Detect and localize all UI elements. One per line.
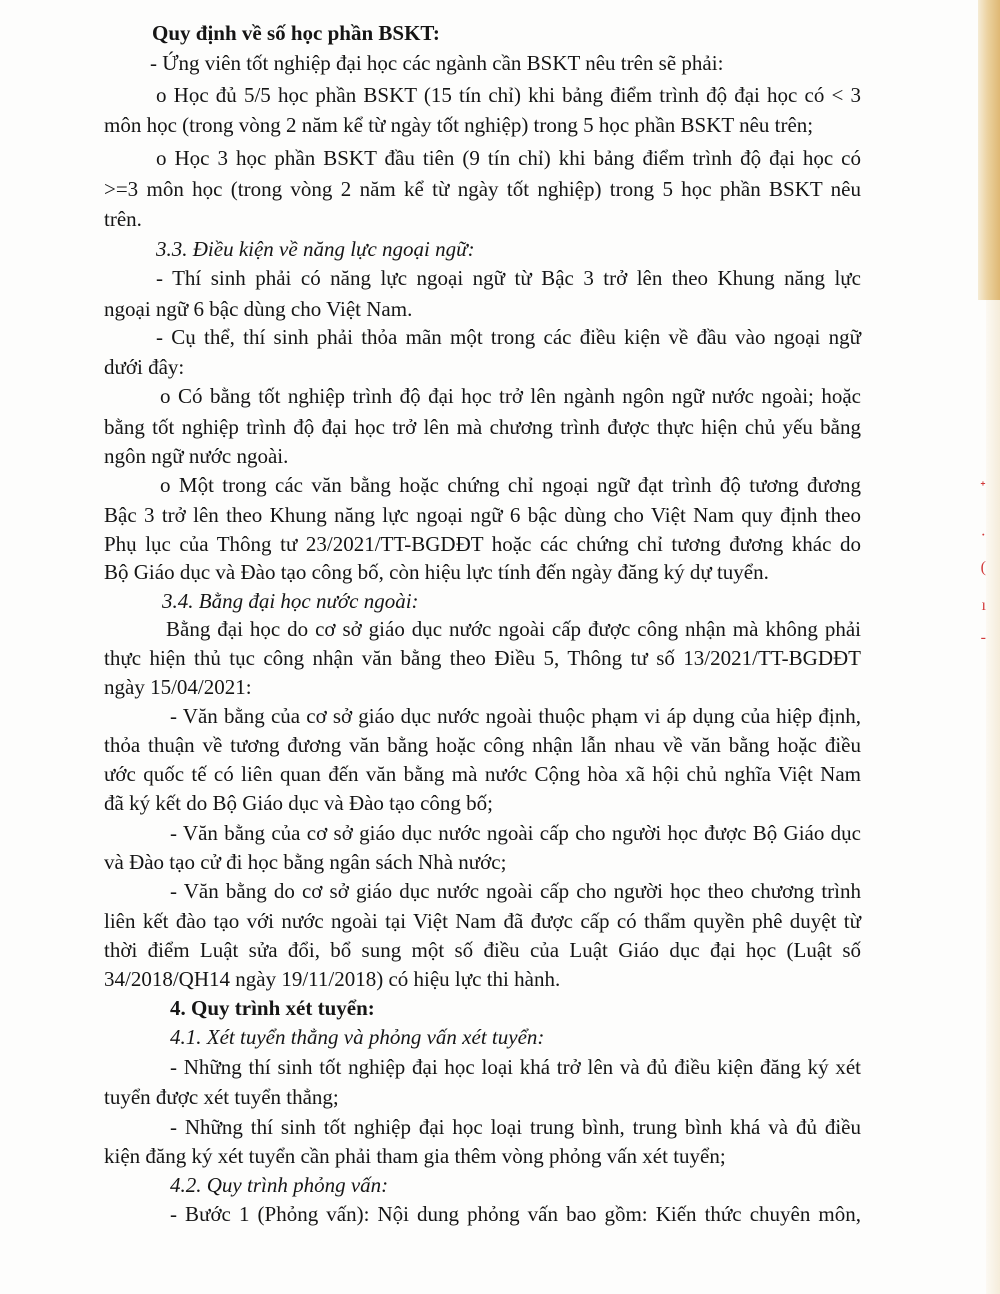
paragraph-line: thực hiện thủ tục công nhận văn bằng theo Điều 5, Thông tư số 13/2021/TT-BGDĐT: [104, 646, 861, 670]
page-edge-strip: [978, 0, 1000, 300]
paragraph-line: bằng tốt nghiệp trình độ đại học trở lên mà chương trình được thực hiện chủ yếu bằng: [104, 415, 861, 439]
paragraph-line: o Một trong các văn bằng hoặc chứng chỉ ngoại ngữ đạt trình độ tương đương: [160, 473, 861, 497]
paragraph-line: - Bước 1 (Phỏng vấn): Nội dung phỏng vấn bao gồm: Kiến thức chuyên môn,: [170, 1202, 861, 1226]
paragraph-line: 34/2018/QH14 ngày 19/11/2018) có hiệu lực thi hành.: [104, 967, 561, 991]
paragraph-line: liên kết đào tạo với nước ngoài tại Việt Nam đã được cấp có thẩm quyền phê duyệt từ: [104, 909, 861, 933]
paragraph-line: - Những thí sinh tốt nghiệp đại học loại khá trở lên và đủ điều kiện đăng ký xét: [170, 1055, 861, 1079]
paragraph-line: ngôn ngữ nước ngoài.: [104, 444, 289, 468]
paragraph-line: - Cụ thể, thí sinh phải thỏa mãn một trong các điều kiện về đầu vào ngoại ngữ: [156, 325, 861, 349]
red-stamp-fragment: ᐩ · ( ı -: [979, 479, 986, 646]
section-heading-3-3: 3.3. Điều kiện về năng lực ngoại ngữ:: [156, 237, 475, 261]
paragraph-line: ước quốc tế có liên quan đến văn bằng mà nước Cộng hòa xã hội chủ nghĩa Việt Nam: [104, 762, 861, 786]
paragraph-line: >=3 môn học (trong vòng 2 năm kể từ ngày tốt nghiệp) trong 5 học phần BSKT nêu: [104, 177, 861, 201]
section-heading-4-2: 4.2. Quy trình phỏng vấn:: [170, 1173, 389, 1197]
paragraph-line: o Có bằng tốt nghiệp trình độ đại học trở lên ngành ngôn ngữ nước ngoài; hoặc: [160, 384, 861, 408]
paragraph-line: ngoại ngữ 6 bậc dùng cho Việt Nam.: [104, 297, 413, 321]
paragraph-line: ngày 15/04/2021:: [104, 675, 252, 699]
paragraph-line: môn học (trong vòng 2 năm kể từ ngày tốt nghiệp) trong 5 học phần BSKT nêu trên;: [104, 113, 814, 137]
section-heading-4-1: 4.1. Xét tuyển thẳng và phỏng vấn xét tuyển:: [170, 1025, 545, 1049]
section-heading-3-4: 3.4. Bằng đại học nước ngoài:: [162, 589, 419, 613]
paragraph-line: thời điểm Luật sửa đổi, bổ sung một số điều của Luật Giáo dục đại học (Luật số: [104, 938, 861, 962]
paragraph-line: - Thí sinh phải có năng lực ngoại ngữ từ Bậc 3 trở lên theo Khung năng lực: [156, 266, 861, 290]
paragraph-line: o Học 3 học phần BSKT đầu tiên (9 tín chỉ) khi bảng điểm trình độ đại học có: [156, 146, 861, 170]
paragraph-line: - Văn bằng do cơ sở giáo dục nước ngoài cấp cho người học theo chương trình: [170, 879, 861, 903]
paragraph-line: o Học đủ 5/5 học phần BSKT (15 tín chỉ) khi bảng điểm trình độ đại học có < 3: [156, 83, 861, 107]
paragraph-line: Phụ lục của Thông tư 23/2021/TT-BGDĐT hoặc các chứng chỉ tương đương khác do: [104, 532, 861, 556]
paragraph-line: - Những thí sinh tốt nghiệp đại học loại trung bình, trung bình khá và đủ điều: [170, 1115, 861, 1139]
paragraph-line: trên.: [104, 207, 142, 231]
heading-bskt-rules: Quy định về số học phần BSKT:: [152, 21, 440, 45]
paragraph-line: thỏa thuận về tương đương văn bằng hoặc công nhận lẫn nhau về văn bằng hoặc điều: [104, 733, 861, 757]
paragraph-line: - Văn bằng của cơ sở giáo dục nước ngoài thuộc phạm vi áp dụng của hiệp định,: [170, 704, 861, 728]
paragraph-line: Bộ Giáo dục và Đào tạo công bố, còn hiệu lực tính đến ngày đăng ký dự tuyển.: [104, 560, 769, 584]
paragraph-line: - Ứng viên tốt nghiệp đại học các ngành cần BSKT nêu trên sẽ phải:: [150, 51, 724, 75]
paragraph-line: kiện đăng ký xét tuyển cần phải tham gia thêm vòng phỏng vấn xét tuyển;: [104, 1144, 726, 1168]
page-edge-shadow: [986, 300, 1000, 1294]
paragraph-line: tuyển được xét tuyển thẳng;: [104, 1085, 339, 1109]
paragraph-line: - Văn bằng của cơ sở giáo dục nước ngoài cấp cho người học được Bộ Giáo dục: [170, 821, 861, 845]
paragraph-line: Bậc 3 trở lên theo Khung năng lực ngoại ngữ 6 bậc dùng cho Việt Nam quy định theo: [104, 503, 861, 527]
paragraph-line: Bằng đại học do cơ sở giáo dục nước ngoài cấp được công nhận mà không phải: [166, 617, 861, 641]
section-heading-4: 4. Quy trình xét tuyển:: [170, 996, 375, 1020]
paragraph-line: đã ký kết do Bộ Giáo dục và Đào tạo công bố;: [104, 791, 493, 815]
paragraph-line: dưới đây:: [104, 355, 185, 379]
paragraph-line: và Đào tạo cử đi học bằng ngân sách Nhà nước;: [104, 850, 507, 874]
